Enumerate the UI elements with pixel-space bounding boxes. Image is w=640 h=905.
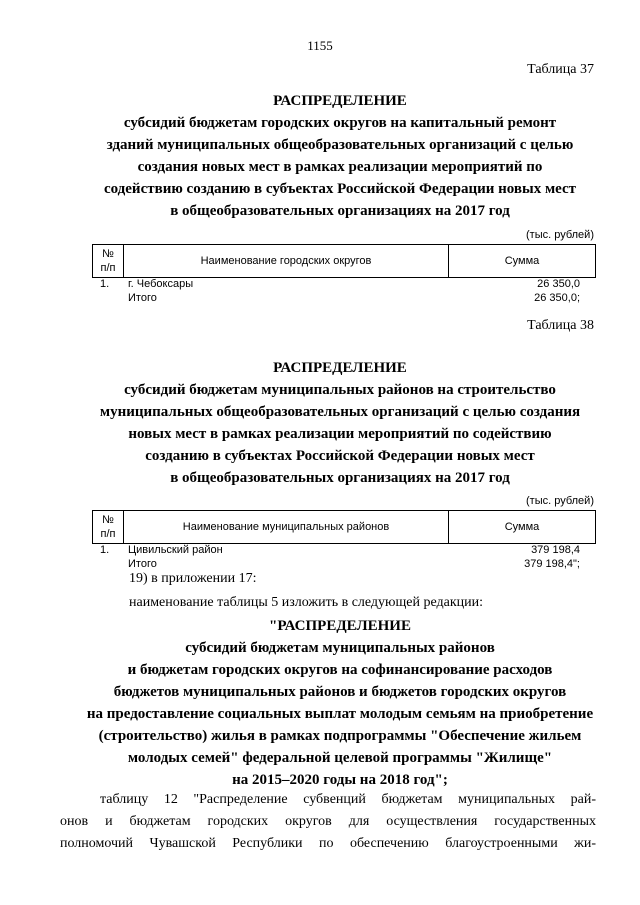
title-line: зданий муниципальных общеобразовательных организаций с целью bbox=[106, 137, 574, 153]
table-row-total bbox=[92, 291, 596, 305]
row-name: Итого bbox=[128, 558, 157, 570]
col-sum-header: Сумма bbox=[449, 511, 596, 544]
row-name: Итого bbox=[128, 292, 157, 304]
table-row bbox=[92, 543, 596, 557]
table-row-total bbox=[92, 557, 596, 571]
table-37-label: Таблица 37 bbox=[527, 62, 594, 77]
paragraph-line: онов и бюджетам городских округов для осуществления государственных bbox=[60, 814, 596, 829]
row-num: 1. bbox=[100, 544, 110, 556]
row-sum: 379 198,4 bbox=[531, 544, 580, 556]
table-37-body bbox=[92, 277, 596, 305]
title-line: "РАСПРЕДЕЛЕНИЕ bbox=[269, 618, 411, 634]
table-37-header bbox=[92, 244, 596, 278]
title-line: в общеобразовательных организациях на 2017 год bbox=[170, 203, 510, 219]
table-37-title bbox=[60, 90, 620, 222]
title-line: муниципальных общеобразовательных организаций с целью создания bbox=[99, 404, 581, 420]
col-num-header: № п/п bbox=[93, 245, 124, 278]
table-38-title bbox=[60, 357, 620, 489]
title-line: новых мест в рамках реализации мероприятий по содействию bbox=[128, 426, 552, 442]
paragraph-line: полномочий Чувашской Республики по обеспечению благоустроенными жи- bbox=[60, 836, 596, 851]
title-line: бюджетов муниципальных районов и бюджетов городских округов bbox=[113, 684, 567, 700]
title-line: РАСПРЕДЕЛЕНИЕ bbox=[273, 360, 407, 376]
row-name: Цивильский район bbox=[128, 544, 223, 556]
units-label: (тыс. рублей) bbox=[526, 229, 594, 241]
row-sum: 26 350,0; bbox=[534, 292, 580, 304]
col-name-header: Наименование муниципальных районов bbox=[124, 511, 449, 544]
title-line: РАСПРЕДЕЛЕНИЕ bbox=[273, 93, 407, 109]
title-line: субсидий бюджетам городских округов на капитальный ремонт bbox=[123, 115, 557, 131]
paragraph-line: таблицу 12 "Распределение субвенций бюджетам муниципальных рай- bbox=[100, 792, 596, 807]
page-number: 1155 bbox=[307, 38, 333, 53]
col-sum-header: Сумма bbox=[449, 245, 596, 278]
row-sum: 379 198,4"; bbox=[524, 558, 580, 570]
title-line: на 2015–2020 годы на 2018 год"; bbox=[232, 772, 448, 788]
table-38-body bbox=[92, 543, 596, 571]
table-12-paragraph bbox=[60, 789, 596, 855]
table-38-label: Таблица 38 bbox=[527, 318, 594, 333]
title-line: создания новых мест в рамках реализации мероприятий по bbox=[137, 159, 543, 175]
col-name-header: Наименование городских округов bbox=[124, 245, 449, 278]
table-38-header bbox=[92, 510, 596, 544]
row-sum: 26 350,0 bbox=[537, 278, 580, 290]
title-line: и бюджетам городских округов на софинансирование расходов bbox=[127, 662, 553, 678]
item-19: 19) в приложении 17: bbox=[129, 571, 257, 586]
title-line: (строительство) жилья в рамках подпрограммы "Обеспечение жильем bbox=[98, 728, 582, 744]
row-name: г. Чебоксары bbox=[128, 278, 194, 290]
title-line: субсидий бюджетам муниципальных районов на строительство bbox=[124, 382, 556, 398]
col-num-header: № п/п bbox=[93, 511, 124, 544]
instruction-text: наименование таблицы 5 изложить в следующей редакции: bbox=[129, 595, 484, 610]
table-5-title bbox=[60, 615, 620, 791]
title-line: на предоставление социальных выплат молодым семьям на приобретение bbox=[86, 706, 594, 722]
title-line: созданию в субъектах Российской Федерации новых мест bbox=[145, 448, 535, 464]
title-line: в общеобразовательных организациях на 2017 год bbox=[170, 470, 510, 486]
table-row bbox=[92, 277, 596, 291]
title-line: молодых семей" федеральной целевой программы "Жилище" bbox=[127, 750, 553, 766]
row-num: 1. bbox=[100, 278, 110, 290]
title-line: субсидий бюджетам муниципальных районов bbox=[185, 640, 495, 656]
units-label: (тыс. рублей) bbox=[526, 495, 594, 507]
title-line: содействию созданию в субъектах Российской Федерации новых мест bbox=[103, 181, 577, 197]
